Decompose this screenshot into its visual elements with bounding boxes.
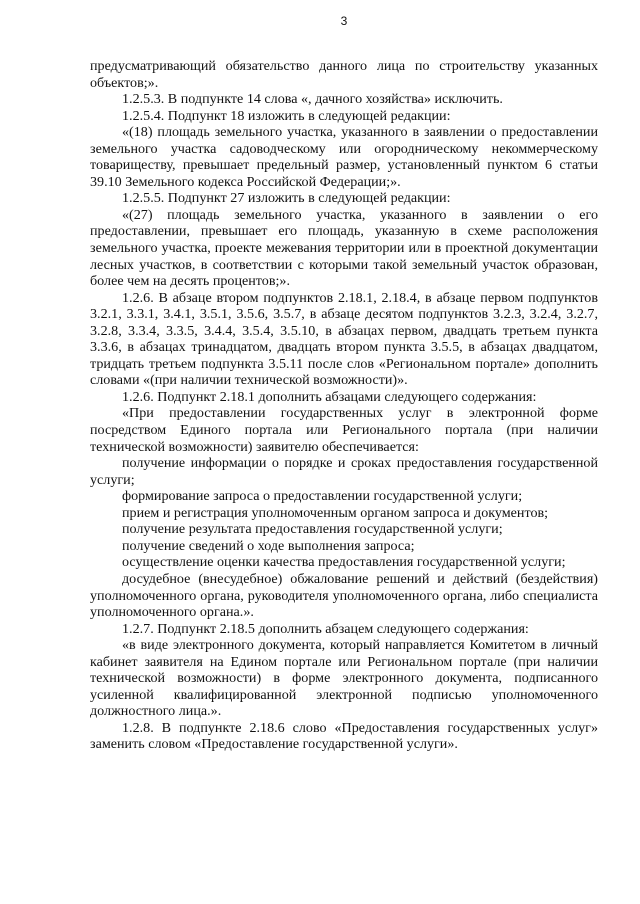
list-item-result: получение результата предоставления государственной услуги; bbox=[122, 521, 503, 538]
paragraph-item-18: «(18) площадь земельного участка, указанного в заявлении о предоставлении земельного участка садоводческому или огородническому некоммерческому товариществу, превышает предельный размер, установленный пунктом 6 статьи 39.10 Земельного кодекса Российской Федерации;». bbox=[90, 124, 598, 190]
paragraph-1-2-6-a: 1.2.6. В абзаце втором подпунктов 2.18.1, 2.18.4, в абзаце первом подпунктов 3.2.1, 3.3.1, 3.4.1, 3.5.1, 3.5.6, 3.5.7, в абзаце десятом подпунктов 3.2.3, 3.2.4, 3.2.7, 3.2.8, 3.3.4, 3.3.5, 3.4.4, 3.5.4, 3.5.10, в абзацах первом, двадцать третьем пункта 3.3.6, в абзацах тринадцатом, двадцать втором пункта 3.5.5, в абзацах двадцатом, тридцать третьем подпункта 3.5.11 после слов «Региональном портале» дополнить словами «(при наличии технической возможности)». bbox=[90, 289, 598, 389]
list-item-request-formation: формирование запроса о предоставлении государственной услуги; bbox=[122, 488, 523, 505]
paragraph-1-2-8: 1.2.8. В подпункте 2.18.6 слово «Предоставления государственных услуг» заменить словом «Предоставление государственной услуги». bbox=[90, 719, 598, 753]
list-item-appeal: досудебное (внесудебное) обжалование решений и действий (бездействия) уполномоченного органа, руководителя уполномоченного органа, либо специалиста уполномоченного органа.». bbox=[90, 570, 598, 621]
list-item-registration: прием и регистрация уполномоченным органом запроса и документов; bbox=[122, 504, 549, 521]
paragraph-electronic-document: «в виде электронного документа, который направляется Комитетом в личный кабинет заявителя на Едином портале или Региональном портале (при наличии технической возможности) в форме электронного документа, подписанного усиленной квалифицированной электронной подписью уполномоченного должностного лица.». bbox=[90, 637, 598, 720]
list-item-status: получение сведений о ходе выполнения запроса; bbox=[122, 537, 415, 554]
paragraph-item-27: «(27) площадь земельного участка, указанного в заявлении о его предоставлении, превышает его площадь, указанную в схеме расположения земельного участка, проекте межевания территории или в проектной документации лесных участков, в соответствии с которыми такой земельный участок образован, более чем на десять процентов;». bbox=[90, 206, 598, 290]
paragraph-electronic-services-intro: «При предоставлении государственных услуг в электронной форме посредством Единого портала или Регионального портала (при наличии технической возможности) заявителю обеспечивается: bbox=[90, 405, 598, 455]
document-body bbox=[90, 58, 598, 753]
paragraph-1-2-7: 1.2.7. Подпункт 2.18.5 дополнить абзацем следующего содержания: bbox=[122, 620, 529, 637]
list-item-quality-assessment: осуществление оценки качества предоставления государственной услуги; bbox=[122, 554, 566, 571]
paragraph-1-2-5-3: 1.2.5.3. В подпункте 14 слова «, дачного хозяйства» исключить. bbox=[122, 91, 503, 108]
paragraph-1-2-5-4: 1.2.5.4. Подпункт 18 изложить в следующей редакции: bbox=[122, 107, 451, 124]
paragraph-1-2-5-5: 1.2.5.5. Подпункт 27 изложить в следующей редакции: bbox=[122, 190, 451, 207]
paragraph-1-2-6-b: 1.2.6. Подпункт 2.18.1 дополнить абзацами следующего содержания: bbox=[122, 388, 537, 405]
list-item-information: получение информации о порядке и сроках предоставления государственной услуги; bbox=[90, 455, 598, 488]
page-number: 3 bbox=[340, 14, 348, 28]
paragraph-continuation: предусматривающий обязательство данного лица по строительству указанных объектов;». bbox=[90, 58, 598, 91]
